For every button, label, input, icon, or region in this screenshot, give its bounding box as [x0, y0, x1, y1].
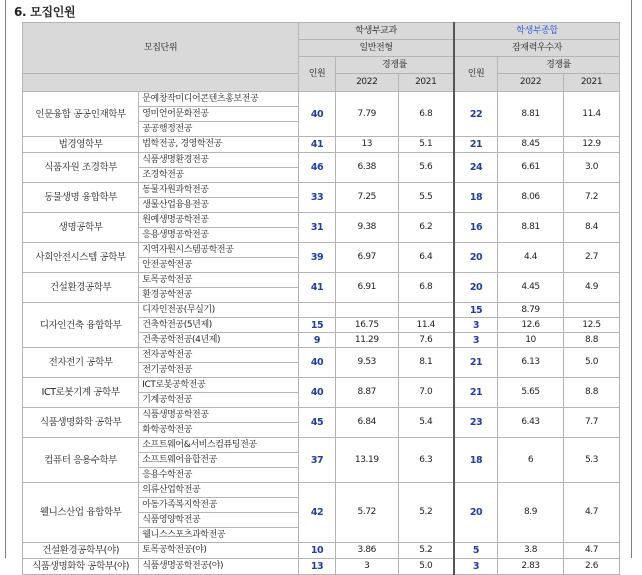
ratio-general-2022: 6.84	[335, 408, 398, 438]
section-title: 6. 모집인원	[14, 5, 76, 19]
table-row	[23, 137, 620, 153]
ratio-general-2022: 13	[335, 137, 398, 153]
ratio-general-2021: 6.4	[398, 243, 454, 273]
ratio-potential-2021: 12.9	[564, 137, 620, 153]
ratio-potential-2021: 4.9	[564, 273, 620, 303]
ratio-potential-2022: 5.65	[498, 378, 564, 408]
ratio-potential-2022: 4.45	[498, 273, 564, 303]
ratio-general-2021: 5.6	[398, 153, 454, 183]
table-row	[23, 243, 620, 258]
header-year-2022: 2022	[335, 74, 398, 92]
ratio-potential-2022: 12.6	[498, 318, 564, 333]
count-potential: 20	[454, 483, 498, 543]
count-potential: 20	[454, 243, 498, 273]
ratio-general-2022: 3.86	[335, 543, 398, 559]
major-name: 기계공학전공	[139, 393, 299, 408]
ratio-potential-2021: 3.0	[564, 153, 620, 183]
major-name: 지역자원시스템공학전공	[139, 243, 299, 258]
unit-name: 식품자원 조경학부	[23, 153, 139, 183]
header-group2: 학생부종합	[454, 23, 620, 40]
ratio-general-2021: 6.3	[398, 438, 454, 483]
count-general: 40	[299, 348, 336, 378]
ratio-potential-2021: 7.7	[564, 408, 620, 438]
unit-name: 법경영학부	[23, 137, 139, 153]
unit-name: 건설환경공학부(야)	[23, 543, 139, 559]
table-row	[23, 408, 620, 423]
count-potential: 24	[454, 153, 498, 183]
ratio-general-2022: 7.79	[335, 92, 398, 137]
header-group2-sub: 잠재력우수자	[454, 40, 620, 57]
ratio-general-2021: 5.4	[398, 408, 454, 438]
count-potential: 21	[454, 137, 498, 153]
header-unit-spacer	[23, 74, 299, 92]
ratio-general-2022: 6.97	[335, 243, 398, 273]
header-group1-sub: 일반전형	[299, 40, 454, 57]
unit-name: 디자인건축 융합학부	[23, 303, 139, 348]
table-row	[23, 483, 620, 498]
ratio-general-2022: 8.87	[335, 378, 398, 408]
count-potential: 3	[454, 333, 498, 348]
major-name: 디자인전공(무실기)	[139, 303, 299, 318]
major-name: 동물자원과학전공	[139, 183, 299, 198]
major-name: 건축학전공(5년제)	[139, 318, 299, 333]
ratio-potential-2022: 8.79	[498, 303, 564, 318]
count-general: 46	[299, 153, 336, 183]
count-potential: 22	[454, 92, 498, 137]
count-general: 40	[299, 378, 336, 408]
count-general: 37	[299, 438, 336, 483]
ratio-potential-2022: 2.83	[498, 559, 564, 575]
major-name: 문예창작미디어콘텐츠홍보전공	[139, 92, 299, 107]
count-potential: 21	[454, 378, 498, 408]
table-row	[23, 183, 620, 198]
major-name: 식품생명공학전공(야)	[139, 559, 299, 575]
table-row	[23, 559, 620, 575]
ratio-general-2021: 8.1	[398, 348, 454, 378]
count-potential: 18	[454, 183, 498, 213]
unit-name: 전자전기 공학부	[23, 348, 139, 378]
header-count: 인원	[299, 57, 336, 92]
count-potential: 15	[454, 303, 498, 318]
major-name: 공공행정전공	[139, 122, 299, 137]
major-name: 법학전공, 경영학전공	[139, 137, 299, 153]
ratio-general-2022: 16.75	[335, 318, 398, 333]
ratio-potential-2022: 6	[498, 438, 564, 483]
ratio-potential-2021	[564, 303, 620, 318]
ratio-potential-2021: 7.2	[564, 183, 620, 213]
table-row	[23, 303, 620, 318]
header-group1: 학생부교과	[299, 23, 454, 40]
major-name: 토목공학전공	[139, 273, 299, 288]
unit-name: 건설환경공학부	[23, 273, 139, 303]
major-name: 응용수학전공	[139, 468, 299, 483]
ratio-general-2022: 7.25	[335, 183, 398, 213]
count-general: 9	[299, 333, 336, 348]
ratio-potential-2022: 8.45	[498, 137, 564, 153]
major-name: 응용생명공학전공	[139, 228, 299, 243]
ratio-general-2021: 6.8	[398, 273, 454, 303]
unit-name: 인문융합 공공인재학부	[23, 92, 139, 137]
unit-name: ICT로봇기계 공학부	[23, 378, 139, 408]
table-row	[23, 378, 620, 393]
ratio-potential-2022: 6.43	[498, 408, 564, 438]
ratio-potential-2022: 3.8	[498, 543, 564, 559]
table-row	[23, 153, 620, 168]
ratio-potential-2022: 4.4	[498, 243, 564, 273]
header-unit: 모집단위	[23, 23, 299, 74]
count-general: 40	[299, 92, 336, 137]
major-name: 조경학전공	[139, 168, 299, 183]
ratio-general-2022: 9.38	[335, 213, 398, 243]
unit-name: 웰니스산업 융합학부	[23, 483, 139, 543]
ratio-potential-2021: 2.6	[564, 559, 620, 575]
count-potential: 3	[454, 559, 498, 575]
count-general: 10	[299, 543, 336, 559]
ratio-general-2021: 5.5	[398, 183, 454, 213]
ratio-general-2021: 5.2	[398, 483, 454, 543]
header-count: 인원	[454, 57, 498, 92]
major-name: 안전공학전공	[139, 258, 299, 273]
count-general: 13	[299, 559, 336, 575]
ratio-general-2022: 5.72	[335, 483, 398, 543]
unit-name: 동물생명 융합학부	[23, 183, 139, 213]
major-name: ICT로봇공학전공	[139, 378, 299, 393]
count-potential: 16	[454, 213, 498, 243]
major-name: 아동가족복지학전공	[139, 498, 299, 513]
count-potential: 20	[454, 273, 498, 303]
count-general: 15	[299, 318, 336, 333]
ratio-potential-2022: 10	[498, 333, 564, 348]
major-name: 건축공학전공(4년제)	[139, 333, 299, 348]
ratio-general-2022: 6.38	[335, 153, 398, 183]
major-name: 전자공학전공	[139, 348, 299, 363]
unit-name: 컴퓨터 응용수학부	[23, 438, 139, 483]
ratio-potential-2022: 8.06	[498, 183, 564, 213]
major-name: 웰니스스포츠과학전공	[139, 528, 299, 543]
count-general: 41	[299, 273, 336, 303]
ratio-general-2021: 7.6	[398, 333, 454, 348]
ratio-general-2021: 5.1	[398, 137, 454, 153]
count-general: 42	[299, 483, 336, 543]
ratio-potential-2021: 8.8	[564, 333, 620, 348]
table-row	[23, 543, 620, 559]
count-potential: 18	[454, 438, 498, 483]
ratio-potential-2021: 11.4	[564, 92, 620, 137]
ratio-potential-2022: 8.9	[498, 483, 564, 543]
major-name: 의류산업학전공	[139, 483, 299, 498]
major-name: 식품생명환경전공	[139, 153, 299, 168]
ratio-general-2022: 3	[335, 559, 398, 575]
table-row	[23, 348, 620, 363]
major-name: 토목공학전공(야)	[139, 543, 299, 559]
ratio-general-2022: 6.91	[335, 273, 398, 303]
ratio-potential-2021: 4.7	[564, 543, 620, 559]
header-ratio: 경쟁률	[335, 57, 454, 74]
ratio-potential-2022: 6.61	[498, 153, 564, 183]
ratio-general-2021: 6.8	[398, 92, 454, 137]
ratio-general-2021: 11.4	[398, 318, 454, 333]
count-potential: 23	[454, 408, 498, 438]
count-general: 39	[299, 243, 336, 273]
ratio-general-2021: 5.0	[398, 559, 454, 575]
major-name: 생물산업융용전공	[139, 198, 299, 213]
major-name: 식품생명공학전공	[139, 408, 299, 423]
major-name: 영미언어문화전공	[139, 107, 299, 122]
ratio-potential-2022: 8.81	[498, 213, 564, 243]
count-general: 41	[299, 137, 336, 153]
header-year-2021: 2021	[564, 74, 620, 92]
ratio-potential-2022: 8.81	[498, 92, 564, 137]
count-potential: 3	[454, 318, 498, 333]
ratio-general-2022: 13.19	[335, 438, 398, 483]
ratio-general-2022: 9.53	[335, 348, 398, 378]
ratio-potential-2021: 8.8	[564, 378, 620, 408]
admission-table	[22, 22, 620, 575]
ratio-general-2022: 11.29	[335, 333, 398, 348]
ratio-general-2022	[335, 303, 398, 318]
unit-name: 사회안전시스템 공학부	[23, 243, 139, 273]
ratio-general-2021: 5.2	[398, 543, 454, 559]
major-name: 식품영양학전공	[139, 513, 299, 528]
unit-name: 식품생명화학 공학부	[23, 408, 139, 438]
major-name: 소프트웨어융합전공	[139, 453, 299, 468]
table-row	[23, 438, 620, 453]
ratio-general-2021	[398, 303, 454, 318]
count-general: 45	[299, 408, 336, 438]
header-year-2022: 2022	[498, 74, 564, 92]
ratio-potential-2021: 5.0	[564, 348, 620, 378]
ratio-potential-2021: 8.4	[564, 213, 620, 243]
ratio-general-2021: 6.2	[398, 213, 454, 243]
ratio-potential-2021: 4.7	[564, 483, 620, 543]
count-potential: 21	[454, 348, 498, 378]
ratio-potential-2021: 5.3	[564, 438, 620, 483]
major-name: 환경공학전공	[139, 288, 299, 303]
major-name: 원예생명공학전공	[139, 213, 299, 228]
ratio-potential-2021: 2.7	[564, 243, 620, 273]
major-name: 전기공학전공	[139, 363, 299, 378]
table-row	[23, 92, 620, 107]
page-border-right	[631, 0, 632, 558]
table-row	[23, 273, 620, 288]
table-row	[23, 213, 620, 228]
major-name: 소프트웨어&서비스컴퓨팅전공	[139, 438, 299, 453]
count-general: 33	[299, 183, 336, 213]
count-potential: 5	[454, 543, 498, 559]
ratio-potential-2021: 12.5	[564, 318, 620, 333]
ratio-general-2021: 7.0	[398, 378, 454, 408]
unit-name: 식품생명화학 공학부(야)	[23, 559, 139, 575]
header-year-2021: 2021	[398, 74, 454, 92]
unit-name: 생명공학부	[23, 213, 139, 243]
count-general	[299, 303, 336, 318]
page-border-left	[5, 0, 6, 558]
major-name: 화학공학전공	[139, 423, 299, 438]
count-general: 31	[299, 213, 336, 243]
ratio-potential-2022: 6.13	[498, 348, 564, 378]
header-ratio: 경쟁률	[498, 57, 620, 74]
